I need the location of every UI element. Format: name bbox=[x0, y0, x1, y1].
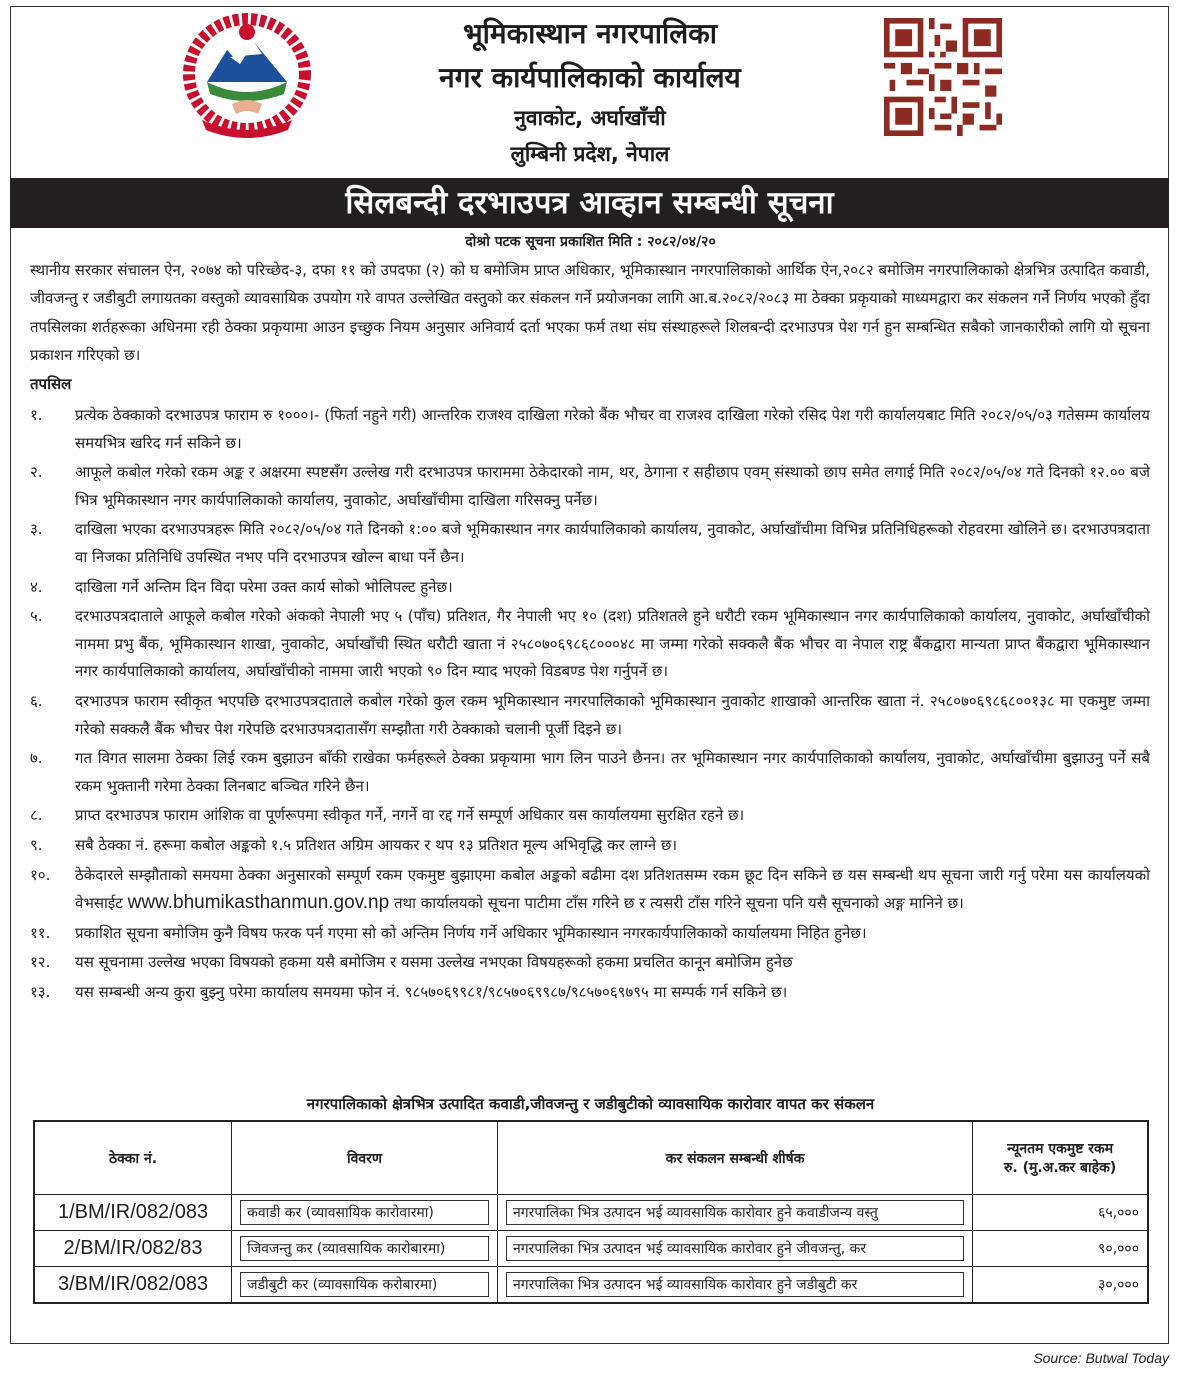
conditions-list bbox=[30, 402, 1150, 1008]
list-item: ३. दाखिला भएका दरभाउपत्रहरू मिति २०८२/०५/०४ गते दिनको १:०० बजे भूमिकास्थान नगर कार्यपालिकाको कार्यालय, नुवाकोट, अर्घाखाँचीमा विभिन्न प्रतिनिधिहरूको रोहवरमा खोलिने छ। दरभाउपत्रदाता वा निजका प्रतिनिधि उपस्थित नभए पनि दरभाउपत्र खोल्न बाधा पर्ने छैन। bbox=[30, 520, 1150, 566]
list-item: ११. प्रकाशित सूचना बमोजिम कुनै विषय फरक पर्न गएमा सो को अन्तिम निर्णय गर्ने अधिकार भूमिकास्थान नगरकार्यपालिकाको कार्यालयमा निहित हुनेछ। bbox=[30, 923, 867, 942]
list-item: १०. ठेकेदारले सम्झौताको समयमा ठेक्का अनुसारको सम्पूर्ण रकम एकमुष्ट बुझाएमा कबोल अङ्कको बढीमा दश प्रतिशतसम्म रकम छूट दिन सकिने छ यस सम्बन्धी थप सूचना जारी गर्नु परेमा यस कार्यालयको वेभसाईट www.bhumikasthanmun.gov.np तथा कार्यालयको सूचना पाटीमा टाँस गरिने छ र त्यसरी टाँस गरिने सूचना पनि यसै सूचनाको अङ्ग मानिने छ। bbox=[30, 865, 1150, 914]
contract-no: 1/BM/IR/082/083 bbox=[34, 1195, 232, 1231]
list-item: ५. दरभाउपत्रदाताले आफूले कबोल गरेको अंकको नेपाली भए ५ (पाँच) प्रतिशत, गैर नेपाली भए १० (दश) प्रतिशतले हुने धरौटी रकम भूमिकास्थान नगर कार्यपालिकाको कार्यालय, नुवाकोट, अर्घाखाँचीको नाममा प्रभु बैंक, भूमिकास्थान शाखा, नुवाकोट, अर्घाखाँची स्थित धरौटी खाता नं २५८०७०६९८६८०००४८ मा जम्मा गरेको सक्कलै बैंक भौचर वा नेपाल राष्ट्र बैंकद्वारा मान्यता प्राप्त बैंकद्वारा भूमिकास्थान नगर कार्यपालिकाको कार्यालय, अर्घाखाँचीको नाममा जारी भएको ९० दिन म्याद भएको विडबण्ड पेश गर्नुपर्ने छ। bbox=[30, 607, 1150, 681]
table-row bbox=[34, 1195, 1148, 1231]
header-contract-no: ठेक्का नं. bbox=[34, 1121, 232, 1195]
website-link[interactable]: www.bhumikasthanmun.gov.np bbox=[127, 892, 390, 914]
qr-code-icon[interactable] bbox=[884, 18, 1002, 136]
amount: ३०,००० bbox=[973, 1267, 1148, 1304]
contract-no: 3/BM/IR/082/083 bbox=[34, 1267, 232, 1304]
contract-no: 2/BM/IR/082/83 bbox=[34, 1231, 232, 1267]
header-tax-heading: कर संकलन सम्बन्धी शीर्षक bbox=[497, 1121, 972, 1195]
municipality-name: भूमिकास्थान नगरपालिका bbox=[462, 17, 718, 50]
description: जिवजन्तु कर (व्यावसायिक कारोबारमा) bbox=[232, 1231, 498, 1267]
office-location: नुवाकोट, अर्घाखाँची bbox=[514, 106, 666, 130]
header-amount: न्यूनतम एकमुष्ट रकम रु. (मु.अ.कर बाहेक) bbox=[973, 1121, 1148, 1195]
tax-heading: नगरपालिका भित्र उत्पादन भई व्यावसायिक कारोवार हुने जडीबुटी कर bbox=[497, 1267, 972, 1304]
description: जडीबुटी कर (व्यावसायिक करोबारमा) bbox=[232, 1267, 498, 1304]
list-item: ४. दाखिला गर्ने अन्तिम दिन विदा परेमा उक्त कार्य सोको भोलिपल्ट हुनेछ। bbox=[30, 577, 453, 596]
table-row bbox=[34, 1231, 1148, 1267]
table-header-row bbox=[34, 1121, 1148, 1195]
amount: ९०,००० bbox=[973, 1231, 1148, 1267]
tax-table bbox=[33, 1120, 1149, 1304]
amount: ६५,००० bbox=[973, 1195, 1148, 1231]
list-item: ६. दरभाउपत्र फाराम स्वीकृत भएपछि दरभाउपत्रदाताले कबोल गरेको कुल रकम भूमिकास्थान नगरपालिकाको भूमिकास्थान नुवाकोट शाखाको आन्तरिक खाता नं. २५८०७०६९८६८००१३८ मा एकमुष्ट जम्मा गरेको सक्कलै बैंक भौचर पेश गरेपछि दरभाउपत्रदातासँग सम्झौता गरी ठेक्काको चलानी पूर्जी दिइने छ। bbox=[30, 691, 1150, 738]
description: कवाडी कर (व्यावसायिक कारोवारमा) bbox=[232, 1195, 498, 1231]
table-row bbox=[34, 1267, 1148, 1304]
list-item: २. आफूले कबोल गरेको रकम अङ्क र अक्षरमा स्पष्टसँग उल्लेख गरी दरभाउपत्र फाराममा ठेकेदारको नाम, थर, ठेगाना र सहीछाप एवम् संस्थाको छाप समेत लगाई मिति २०८२/०५/०४ गते दिनको १२.०० बजे भित्र भूमिकास्थान नगर कार्यपालिकाको कार्यालय, नुवाकोट, अर्घाखाँचीमा दाखिला गरिसक्नु पर्नेछ। bbox=[30, 463, 1150, 509]
nepal-emblem-icon bbox=[172, 12, 322, 142]
office-name: नगर कार्यपालिकाको कार्यालय bbox=[439, 61, 741, 94]
source-credit: Source: Butwal Today bbox=[1033, 1350, 1169, 1366]
intro-paragraph: स्थानीय सरकार संचालन ऐन, २०७४ को परिच्छेद-३, दफा ११ को उपदफा (२) को घ बमोजिम प्राप्त अधिकार, भूमिकास्थान नगरपालिकाको आर्थिक ऐन,२०८२ बमोजिम नगरपालिकाको क्षेत्रभित्र उत्पादित कवाडी, जीवजन्तु र जडीबुटी लगायतका वस्तुको व्यावसायिक उपयोग गरे वापत उल्लेखित वस्तुको कर संकलन गर्ने प्रयोजनका लागि आ.ब.२०८२/२०८३ मा ठेक्का प्रकृयाको माध्यमद्वारा कर संकलन गर्ने निर्णय भएको हुँदा तपसिलका शर्तहरूका अधिनमा रही ठेक्का प्रकृयामा आउन इच्छुक नियम अनुसार अनिवार्य दर्ता भएका फर्म तथा संघ संस्थाहरूले शिलबन्दी दरभाउपत्र पेश गर्न हुन सम्बन्धित सबैको जानकारीको लागि यो सूचना प्रकाशन गरिएको छ। bbox=[30, 261, 1150, 365]
header-description: विवरण bbox=[232, 1121, 498, 1195]
list-item: १. प्रत्येक ठेक्काको दरभाउपत्र फाराम रु १०००।- (फिर्ता नहुने गरी) आन्तरिक राजश्व दाखिला गरेको बैंक भौचर वा राजश्व दाखिला गरेको रसिद पेश गरी कार्यालयबाट मिति २०८२/०५/०३ गतेसम्म कार्यालय समयभित्र खरिद गर्न सकिने छ। bbox=[30, 406, 1150, 452]
tax-heading: नगरपालिका भित्र उत्पादन भई व्यावसायिक कारोवार हुने जीवजन्तु, कर bbox=[497, 1231, 972, 1267]
list-item: १३. यस सम्बन्धी अन्य कुरा बुझ्नु परेमा कार्यालय समयमा फोन नं. ९८५७०६९९८१/९८५७०६९९८७/९८५७०६९७९५ मा सम्पर्क गर्न सकिने छ। bbox=[30, 982, 788, 1001]
list-item: ९. सबै ठेक्का नं. हरूमा कबोल अङ्कको १.५ प्रतिशत अग्रिम आयकर र थप १३ प्रतिशत मूल्य अभिवृद्धि कर लाग्ने छ। bbox=[30, 835, 678, 854]
details-label: तपसिल bbox=[30, 375, 72, 393]
list-item: १२. यस सूचनामा उल्लेख भएका विषयको हकमा यसै बमोजिम र यसमा उल्लेख नभएका विषयहरूको हकमा प्रचलित कानून बमोजिम हुनेछ bbox=[30, 953, 793, 972]
list-item: ७. गत विगत सालमा ठेक्का लिई रकम बुझाउन बाँकी राखेका फर्महरूले ठेक्का प्रकृयामा भाग लिन पाउने छैनन। तर भूमिकास्थान नगर कार्यपालिकाको कार्यालय, नुवाकोट, अर्घाखाँचीमा बुझाउनु पर्ने सबै रकम भुक्तानी गरेमा ठेक्का लिनबाट बञ्चित गरिने छैन। bbox=[30, 749, 1150, 795]
tax-heading: नगरपालिका भित्र उत्पादन भई व्यावसायिक कारोवार हुने कवाडीजन्य वस्तु bbox=[497, 1195, 972, 1231]
publish-date: दोश्रो पटक सूचना प्रकाशित मिति : २०८२/०४/२० bbox=[465, 234, 716, 250]
list-item: ८. प्राप्त दरभाउपत्र फाराम आंशिक वा पूर्णरूपमा स्वीकृत गर्ने, नगर्ने वा रद्द गर्ने सम्पूर्ण अधिकार यस कार्यालयमा सुरक्षित रहने छ। bbox=[30, 806, 745, 825]
table-title: नगरपालिकाको क्षेत्रभित्र उत्पादित कवाडी,जीवजन्तु र जडीबुटीको व्यावसायिक कारोवार वापत कर संकलन bbox=[306, 1095, 875, 1113]
office-province: लुम्बिनी प्रदेश, नेपाल bbox=[510, 142, 670, 166]
notice-title: सिलबन्दी दरभाउपत्र आव्हान सम्बन्धी सूचना bbox=[10, 178, 1169, 228]
